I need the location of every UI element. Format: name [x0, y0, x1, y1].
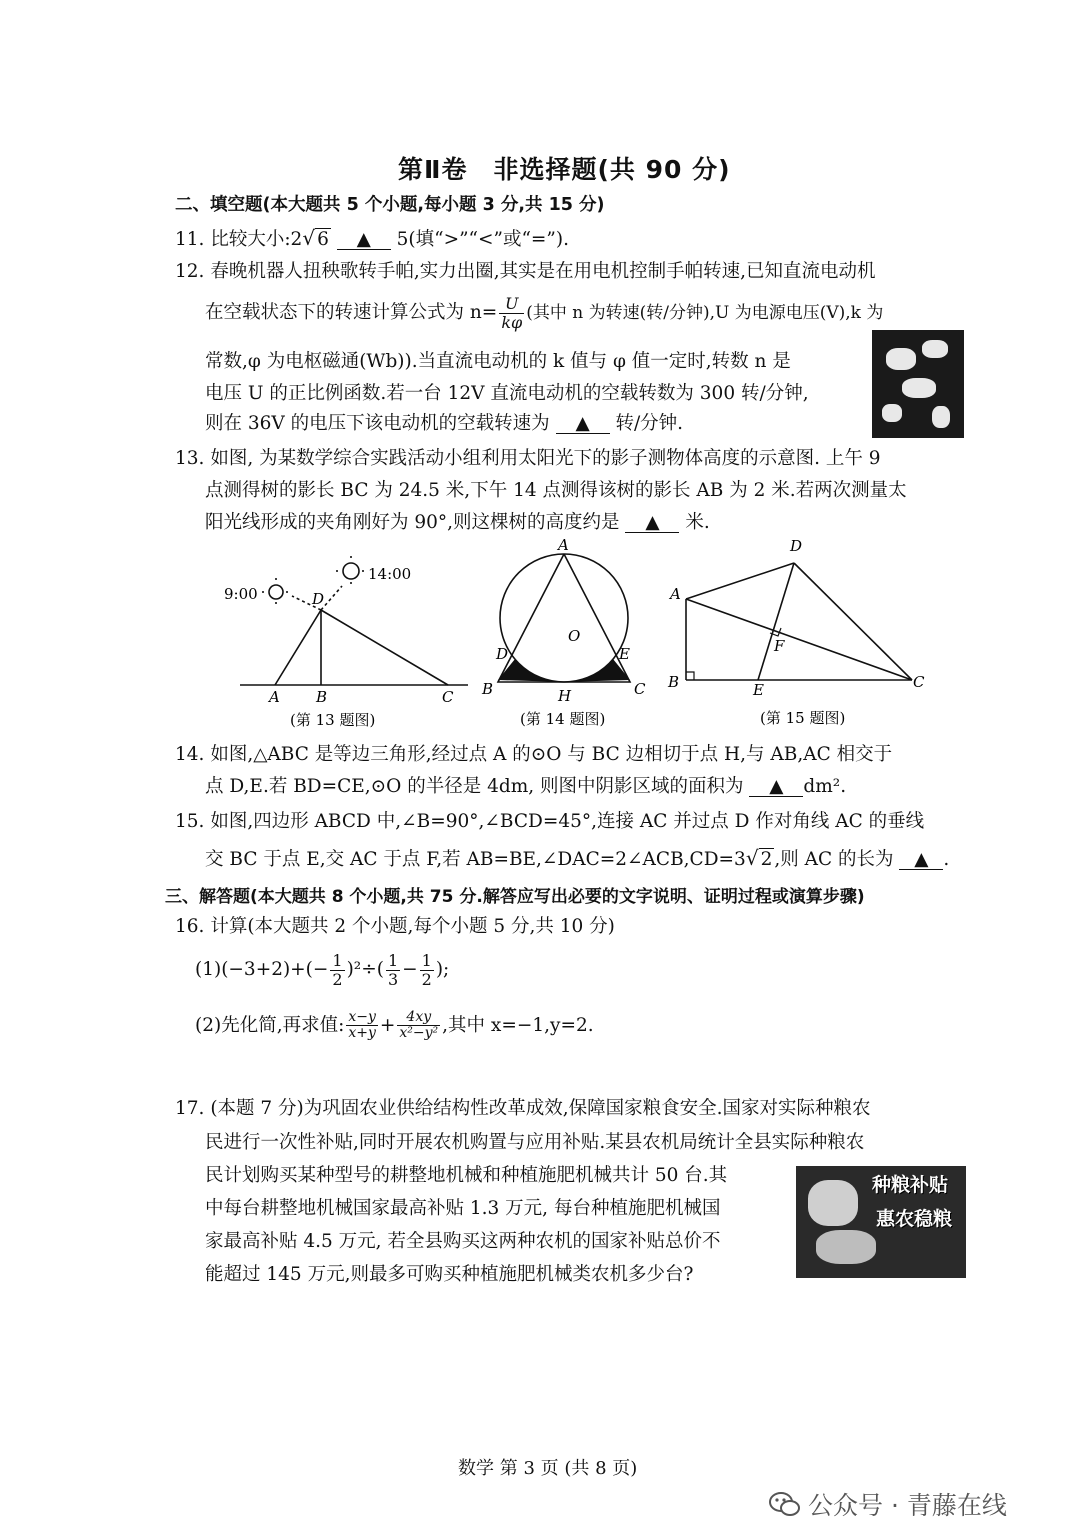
q12-text-2b: (其中 n 为转速(转/分钟),U 为电源电压(V),k 为	[526, 303, 884, 324]
q13-answer-blank: ▲	[625, 514, 679, 533]
wechat-icon	[768, 1490, 802, 1518]
q17-text-6: 能超过 145 万元,则最多可购买种植施肥机械类农机多少台?	[205, 1264, 694, 1285]
q16-p1-frac1-den: 2	[332, 969, 343, 989]
q17-text-3: 民计划购买某种型号的耕整地机械和种植施肥机械共计 50 台.其	[205, 1165, 728, 1186]
f15-label-a: A	[670, 585, 681, 603]
q15-text-2b: ,则 AC 的长为	[774, 849, 894, 870]
q12-number: 12.	[175, 261, 205, 282]
f14-circle	[500, 554, 628, 682]
q12-text-4: 电压 U 的正比例函数.若一台 12V 直流电动机的空载转数为 300 转/分钟,	[205, 383, 809, 404]
f15-de	[758, 563, 794, 680]
f13-sun-9	[269, 585, 283, 599]
figure-14	[478, 538, 658, 728]
question-11: 11. 比较大小:2√ 6 ▲ 5(填“>”“<”或“=”).	[175, 226, 569, 250]
poster-text-2: 惠农稳粮	[876, 1208, 953, 1230]
f15-label-c: C	[913, 673, 925, 691]
q16-p2-b: ,其中 x=−1,y=2.	[442, 1014, 594, 1036]
f14-label-d: D	[496, 645, 509, 663]
f14-label-e: E	[619, 645, 630, 663]
q14-text-1: 如图,△ABC 是等边三角形,经过点 A 的⊙O 与 BC 边相切于点 H,与 AB,AC 相交于	[210, 744, 893, 765]
q16-p1-frac1-num: 1	[332, 951, 343, 970]
question-13-line-1	[175, 447, 881, 471]
f13-label-d: D	[312, 590, 325, 608]
q11-radicand: 6	[317, 229, 329, 250]
q12-text-5b: 转/分钟.	[615, 413, 684, 434]
f13-dash-14	[321, 586, 342, 610]
q16-p1-d: );	[435, 959, 450, 981]
q12-text-5a: 则在 36V 的电压下该电动机的空载转速为	[205, 413, 550, 434]
q16-p1-frac2-den: 3	[387, 969, 399, 989]
q15-answer-blank: ▲	[899, 851, 943, 870]
f14-label-o: O	[568, 627, 581, 645]
question-15-line-2: 交 BC 于点 E,交 AC 于点 F,若 AB=BE,∠DAC=2∠ACB,CD=3√ 2 ,则 AC 的长为 ▲ .	[205, 846, 950, 870]
f13-ray-c	[321, 610, 448, 685]
q13-text-3a: 阳光线形成的夹角刚好为 90°,则这棵树的高度约是	[205, 512, 620, 533]
q13-text-1: 如图, 为某数学综合实践活动小组利用太阳光下的影子测物体高度的示意图. 上午 9	[210, 448, 881, 469]
f13-caption: (第 13 题图)	[290, 711, 376, 728]
f15-right-angle-b	[686, 672, 694, 680]
question-12-line-1	[175, 260, 875, 284]
section-3-heading: 三、解答题(本大题共 8 个小题,共 75 分.解答应写出必要的文字说明、证明过程或演算步骤)	[165, 887, 865, 907]
question-14-line-1	[175, 743, 892, 767]
q17-text-5: 家最高补贴 4.5 万元, 若全县购买这两种农机的国家补贴总价不	[205, 1231, 721, 1252]
q16-part-1	[195, 952, 449, 988]
q16-p2-frac2-den: x²−y²	[399, 1025, 439, 1042]
question-12-line-5	[205, 412, 683, 436]
q17-text-2: 民进行一次性补贴,同时开展农机购置与应用补贴.某县农机局统计全县实际种粮农	[205, 1132, 865, 1153]
q16-p1-frac3-den: 2	[421, 969, 432, 989]
q15-text-2a: 交 BC 于点 E,交 AC 于点 F,若 AB=BE,∠DAC=2∠ACB,CD=3	[205, 849, 746, 870]
figure-15	[662, 535, 932, 729]
f14-label-h: H	[558, 687, 572, 705]
f13-time-9: 9:00	[224, 585, 258, 603]
f13-label-c: C	[442, 688, 454, 706]
q15-number: 15.	[175, 811, 205, 832]
q13-text-2: 点测得树的影长 BC 为 24.5 米,下午 14 点测得该树的影长 AB 为 2 米.若两次测量太	[205, 480, 907, 501]
robot-photo	[872, 330, 964, 438]
question-14-line-2	[205, 775, 846, 799]
f15-dc	[794, 563, 912, 680]
q14-number: 14.	[175, 744, 205, 765]
f15-ad	[686, 563, 794, 599]
q12-frac-den: kφ	[501, 312, 523, 332]
f15-label-d: D	[790, 537, 803, 555]
f13-ray-a	[275, 610, 321, 685]
f15-label-e: E	[753, 681, 764, 699]
q11-pre: 比较大小:2	[210, 229, 303, 250]
f14-caption: (第 14 题图)	[520, 710, 606, 728]
q16-p2-frac1-den: x+y	[348, 1025, 376, 1042]
q15-text-1: 如图,四边形 ABCD 中,∠B=90°,∠BCD=45°,连接 AC 并过点 D 作对角线 AC 的垂线	[210, 811, 925, 832]
f13-time-14: 14:00	[368, 565, 412, 583]
q12-answer-blank: ▲	[556, 415, 610, 434]
q11-answer-blank: ▲	[337, 231, 391, 250]
watermark	[768, 1486, 1007, 1522]
figure-13	[220, 548, 480, 728]
q16-p1-a: (1)(−3+2)+(−	[195, 959, 329, 981]
subsidy-poster	[796, 1166, 966, 1278]
q15-text-2c: .	[943, 849, 950, 870]
q16-number: 16.	[175, 916, 205, 937]
section-2-heading: 二、填空题(本大题共 5 个小题,每小题 3 分,共 15 分)	[175, 195, 605, 215]
f15-caption: (第 15 题图)	[760, 709, 846, 727]
question-13-line-3	[205, 511, 710, 535]
question-16-intro	[175, 915, 615, 939]
q16-intro-text: 计算(本大题共 2 个小题,每个小题 5 分,共 10 分)	[210, 916, 615, 937]
q14-answer-blank: ▲	[749, 778, 803, 797]
q16-p1-frac3-num: 1	[421, 951, 432, 970]
f15-label-f: F	[774, 637, 785, 655]
q12-text-2a: 在空载状态下的转速计算公式为 n=	[205, 302, 498, 324]
q15-radicand: 2	[760, 849, 773, 870]
f14-label-c: C	[634, 680, 646, 698]
f13-sun-14	[343, 563, 359, 579]
f14-label-b: B	[482, 680, 494, 698]
poster-text-1: 种粮补贴	[872, 1174, 949, 1196]
q16-part-2	[195, 1010, 594, 1042]
q16-p1-frac2-num: 1	[387, 951, 399, 970]
question-15-line-1	[175, 810, 924, 834]
q17-number: 17.	[175, 1098, 205, 1119]
f13-label-a: A	[269, 688, 280, 706]
f15-label-b: B	[668, 673, 680, 691]
q16-p1-b: )²÷(	[346, 959, 384, 981]
q17-text-4: 中每台耕整地机械国家最高补贴 1.3 万元, 每台种植施肥机械国	[205, 1198, 721, 1219]
q14-text-2a: 点 D,E.若 BD=CE,⊙O 的半径是 4dm, 则图中阴影区域的面积为	[205, 776, 744, 797]
q12-text-1: 春晚机器人扭秧歌转手帕,实力出圈,其实是在用电机控制手帕转速,已知直流电动机	[210, 261, 876, 282]
watermark-text: 公众号 · 青藤在线	[808, 1491, 1007, 1520]
f14-label-a: A	[558, 538, 569, 554]
f13-label-b: B	[316, 688, 328, 706]
q12-text-3: 常数,φ 为电枢磁通(Wb)).当直流电动机的 k 值与 φ 值一定时,转数 n 是	[205, 351, 791, 372]
q14-text-2b: dm².	[803, 776, 847, 797]
q16-p2-frac1-num: x−y	[348, 1009, 376, 1025]
q16-p1-c: −	[402, 959, 418, 981]
question-12-line-2	[205, 295, 883, 331]
q13-text-3b: 米.	[685, 512, 710, 533]
question-17-line-1	[175, 1097, 871, 1121]
q11-number: 11.	[175, 229, 205, 250]
q16-p2-a: (2)先化简,再求值:	[195, 1014, 345, 1036]
q12-frac-num: U	[499, 295, 524, 314]
f15-ac	[686, 599, 912, 680]
q16-p2-plus: +	[379, 1014, 396, 1036]
q13-number: 13.	[175, 448, 205, 469]
page-title: 第Ⅱ卷 非选择题(共 90 分)	[398, 155, 731, 184]
page-footer: 数学 第 3 页 (共 8 页)	[458, 1458, 638, 1479]
q16-p2-frac2-num: 4xy	[397, 1010, 440, 1026]
q11-post: 5(填“>”“<”或“=”).	[396, 229, 569, 250]
q17-text-1: (本题 7 分)为巩固农业供给结构性改革成效,保障国家粮食安全.国家对实际种粮农	[210, 1098, 871, 1119]
